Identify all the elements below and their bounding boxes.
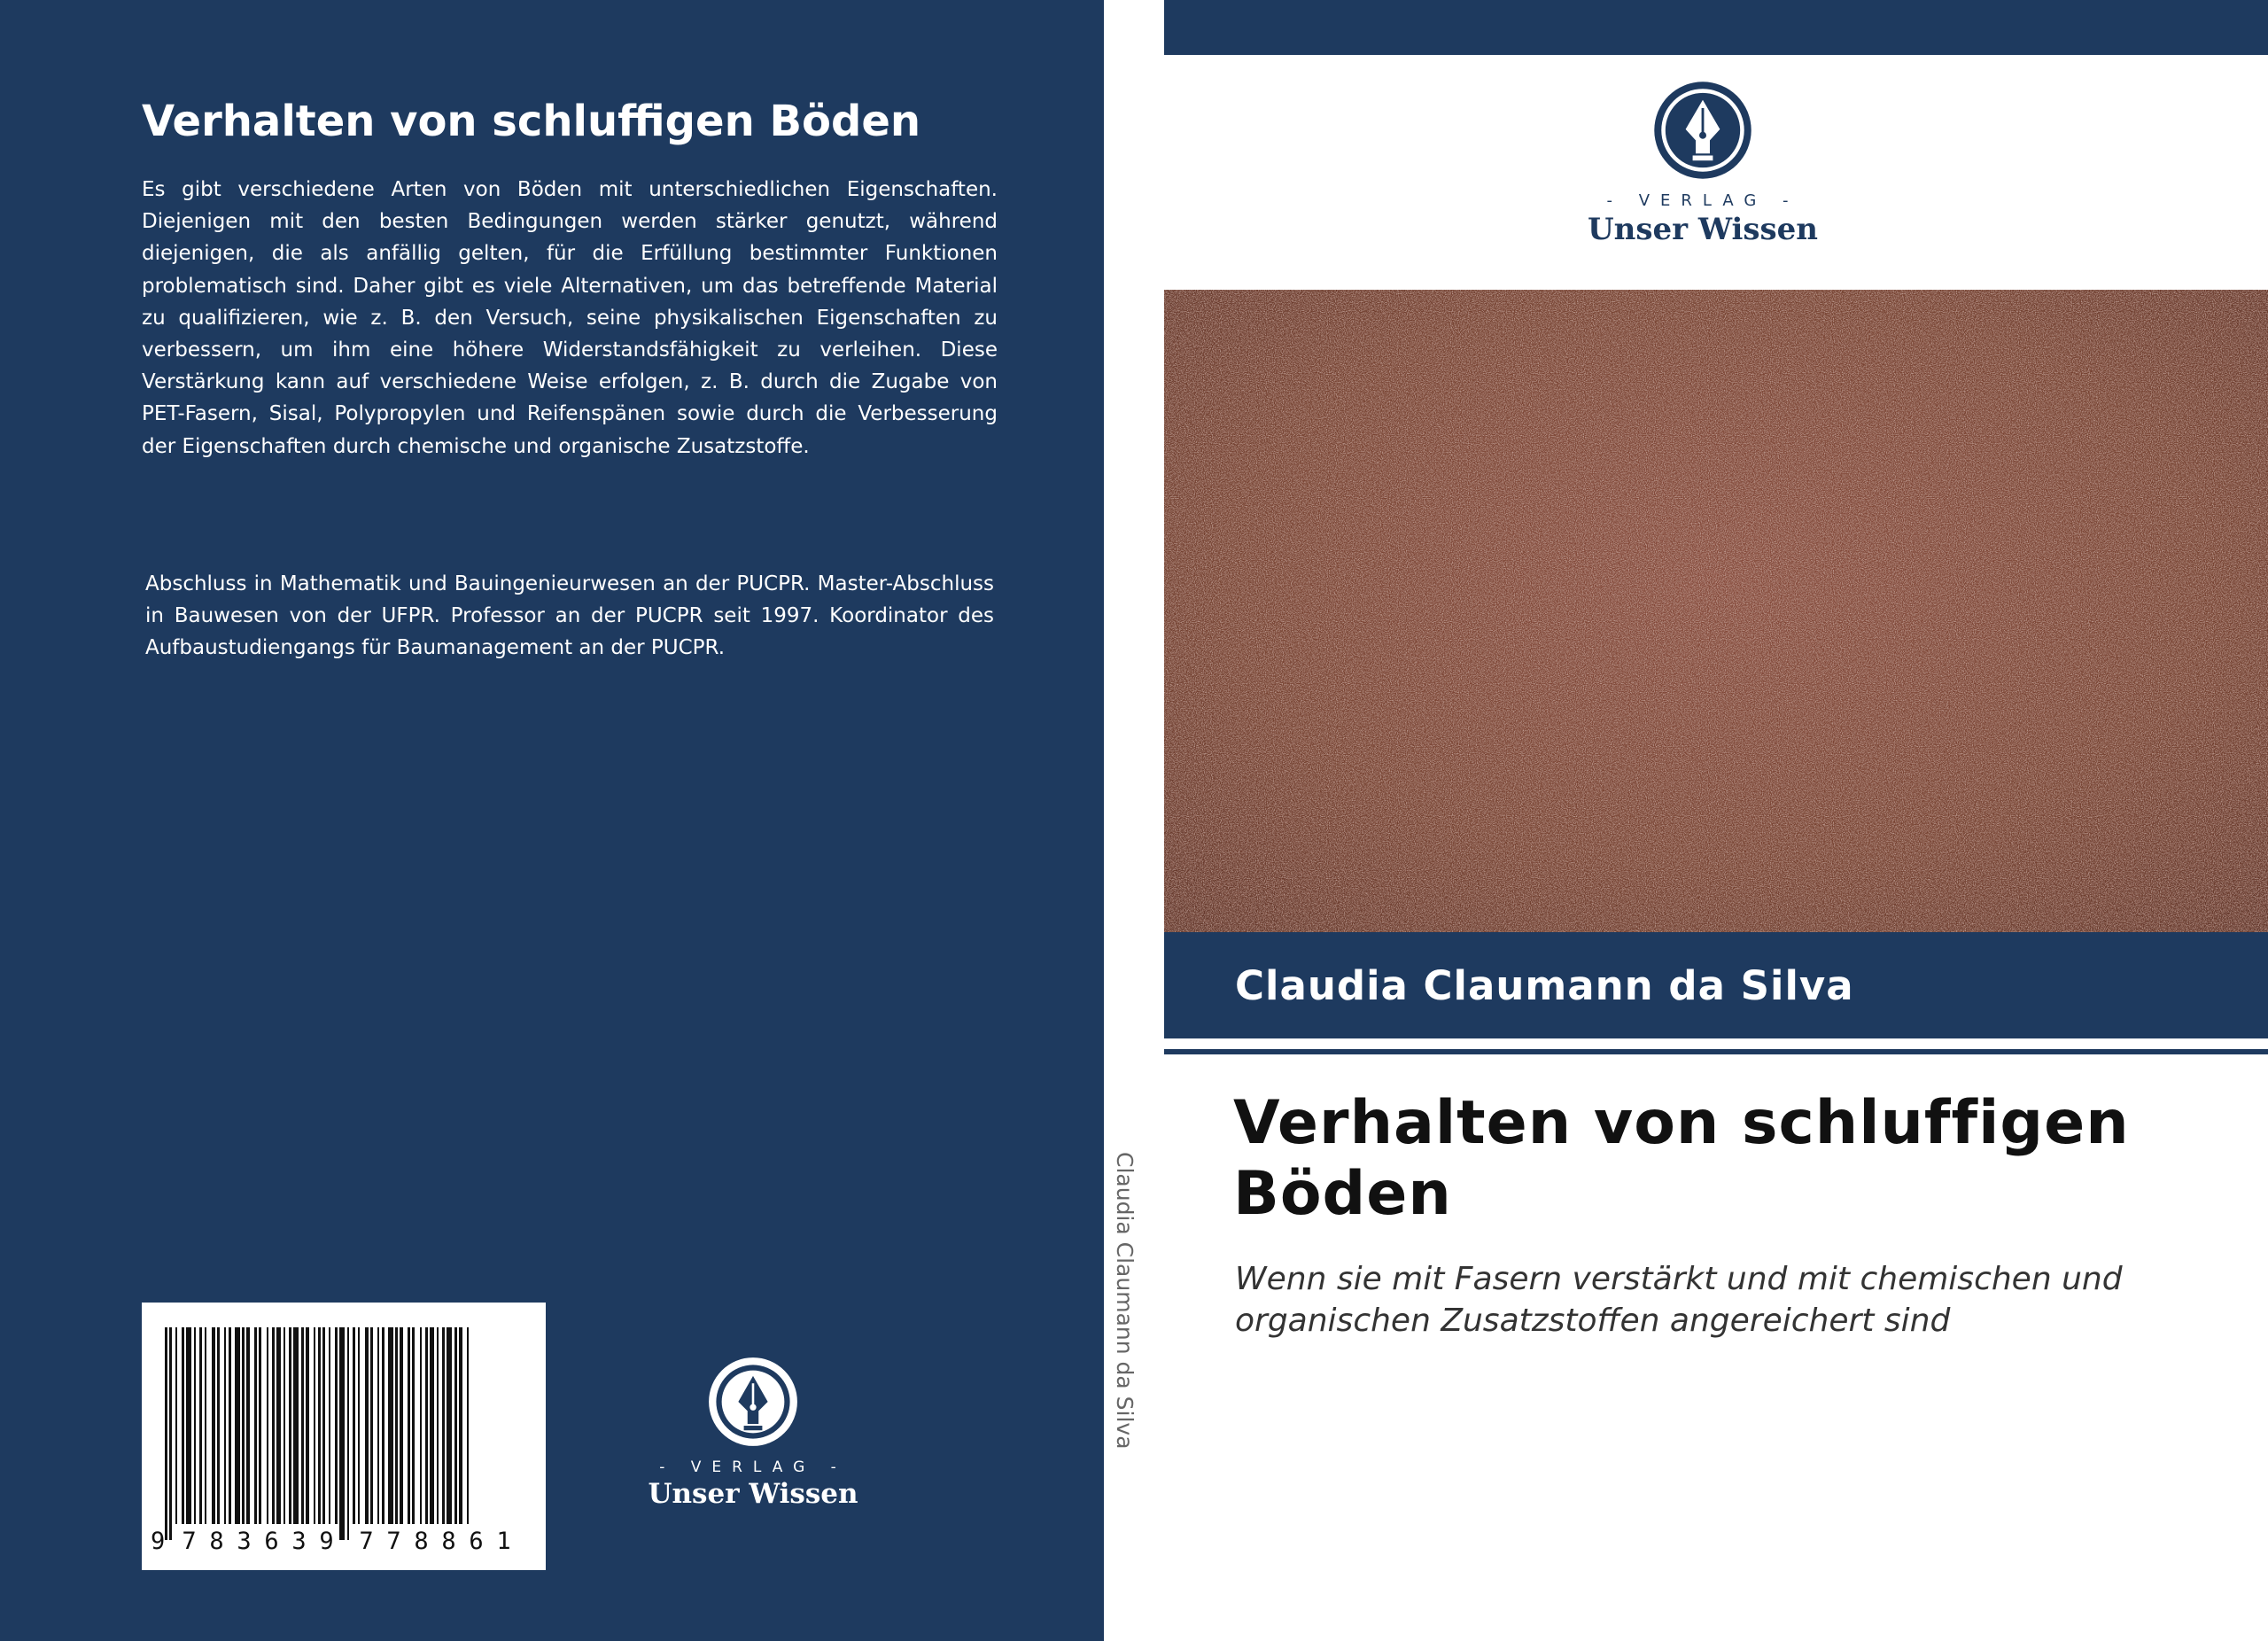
barcode-bar xyxy=(205,1327,206,1524)
barcode-bar xyxy=(306,1327,309,1524)
barcode-bar xyxy=(395,1327,398,1524)
isbn-digit: 8 xyxy=(209,1528,224,1555)
publisher-verlag-label: - VERLAG - xyxy=(1606,191,1799,210)
barcode-bar xyxy=(437,1327,439,1524)
barcode-bar xyxy=(267,1327,268,1524)
barcode-bar xyxy=(447,1327,452,1524)
barcode-bar xyxy=(272,1327,275,1524)
isbn-digit: 6 xyxy=(264,1528,279,1555)
barcode-bar xyxy=(425,1327,428,1524)
barcode-bar xyxy=(289,1327,291,1524)
barcode-bar xyxy=(400,1327,403,1524)
isbn-digit: 6 xyxy=(469,1528,484,1555)
fountain-pen-nib-icon xyxy=(707,1356,799,1448)
author-bio: Abschluss in Mathematik und Bauingenieurwesen an der PUCPR. Master-Abschluss in Bauwesen von der UFPR. Professor an der PUCPR seit 1997. Koordinator des Aufbaustudiengangs für Baumanagement an der PUCPR. xyxy=(145,572,994,660)
barcode-bar xyxy=(412,1327,415,1524)
barcode-bar xyxy=(388,1327,393,1524)
isbn-digit: 3 xyxy=(291,1528,307,1555)
barcode-bar xyxy=(182,1327,184,1524)
barcode-bar xyxy=(314,1327,315,1524)
fountain-pen-nib-icon xyxy=(1652,80,1753,181)
isbn-barcode xyxy=(142,1303,546,1570)
barcode-bar xyxy=(229,1327,231,1524)
soil-photo xyxy=(1164,290,2268,932)
front-title: Verhalten von schluffigen Böden xyxy=(1233,1088,2130,1229)
barcode-bar xyxy=(339,1327,345,1540)
barcode-bar xyxy=(335,1327,338,1524)
isbn-digit: 8 xyxy=(414,1528,429,1555)
barcode-bar xyxy=(408,1327,410,1524)
barcode-bar xyxy=(370,1327,373,1524)
barcode-bar xyxy=(194,1327,196,1524)
barcode-bar xyxy=(454,1327,457,1524)
barcode-bar xyxy=(284,1327,285,1524)
barcode-bar xyxy=(246,1327,250,1524)
barcode-bar xyxy=(276,1327,281,1524)
barcode-bar xyxy=(242,1327,245,1524)
barcode-bar xyxy=(169,1327,172,1540)
publisher-logo-back xyxy=(638,1356,868,1510)
barcode-bar xyxy=(353,1327,355,1524)
back-cover-description: Es gibt verschiedene Arten von Böden mit unterschiedlichen Eigenschaften. Diejenigen mit den besten Bedingungen werden stärker genutzt, während diejenigen, die als anfällig gelten, für die Erfüllung bestimmter Funktionen problematisch sind. Daher gibt es viele Alternativen, um das betreffende Material zu qualifizieren, wie z. B. den Versuch, seine physikalischen Eigenschaften zu verbessern, um ihm eine höhere Widerstandsfähigkeit zu verleihen. Diese Verstärkung kann auf verschiedene Weise erfolgen, z. B. durch die Zugabe von PET-Fasern, Sisal, Polypropylen und Reifenspänen sowie durch die Verbesserung der Eigenschaften durch chemische und organische Zusatzstoffe. xyxy=(142,178,998,458)
publisher-logo-front xyxy=(1561,80,1845,247)
spine-author: Claudia Claumann da Silva xyxy=(1112,1152,1138,1450)
barcode-bar xyxy=(165,1327,167,1540)
barcode-bar xyxy=(199,1327,202,1524)
isbn-digit: 7 xyxy=(386,1528,401,1555)
barcode-bar xyxy=(377,1327,379,1524)
front-top-bar xyxy=(1164,0,2268,55)
barcode-bar xyxy=(365,1327,369,1524)
back-cover-title: Verhalten von schluffigen Böden xyxy=(142,97,921,146)
barcode-bar xyxy=(293,1327,299,1524)
barcode-bar xyxy=(358,1327,360,1524)
barcode-bar xyxy=(318,1327,321,1524)
barcode-bar xyxy=(259,1327,261,1524)
publisher-name: Unser Wissen xyxy=(1587,212,1819,247)
barcode-bar xyxy=(186,1327,191,1524)
barcode-bar xyxy=(212,1327,215,1524)
barcode-bar xyxy=(347,1327,349,1540)
barcode-bar xyxy=(442,1327,445,1524)
barcode-bar xyxy=(301,1327,304,1524)
isbn-digit: 9 xyxy=(319,1528,334,1555)
barcode-bar xyxy=(322,1327,325,1524)
barcode-bars xyxy=(165,1327,523,1540)
barcode-bar xyxy=(217,1327,220,1524)
divider-line xyxy=(1164,1049,2268,1054)
soil-texture-image xyxy=(1164,290,2268,932)
isbn-digit: 7 xyxy=(359,1528,374,1555)
publisher-verlag-label: - VERLAG - xyxy=(659,1458,847,1476)
barcode-bar xyxy=(382,1327,384,1524)
barcode-bar xyxy=(459,1327,462,1524)
isbn-digit: 8 xyxy=(441,1528,456,1555)
barcode-bar xyxy=(467,1327,469,1524)
isbn-digit: 9 xyxy=(151,1528,166,1555)
barcode-bar xyxy=(420,1327,422,1524)
front-author-name: Claudia Claumann da Silva xyxy=(1235,962,1854,1009)
barcode-bar xyxy=(175,1327,177,1524)
barcode-bar xyxy=(254,1327,257,1524)
barcode-bar xyxy=(235,1327,240,1524)
isbn-digits xyxy=(151,1528,540,1555)
isbn-digit: 1 xyxy=(496,1528,511,1555)
isbn-digit: 3 xyxy=(237,1528,252,1555)
front-author-bar xyxy=(1164,932,2268,1038)
barcode-bar xyxy=(224,1327,226,1524)
isbn-digit: 7 xyxy=(182,1528,197,1555)
publisher-name: Unser Wissen xyxy=(648,1478,858,1510)
front-subtitle: Wenn sie mit Fasern verstärkt und mit chemischen und organischen Zusatzstoffen angereichert sind xyxy=(1235,1261,2123,1339)
barcode-bar xyxy=(329,1327,330,1524)
barcode-bar xyxy=(430,1327,434,1524)
